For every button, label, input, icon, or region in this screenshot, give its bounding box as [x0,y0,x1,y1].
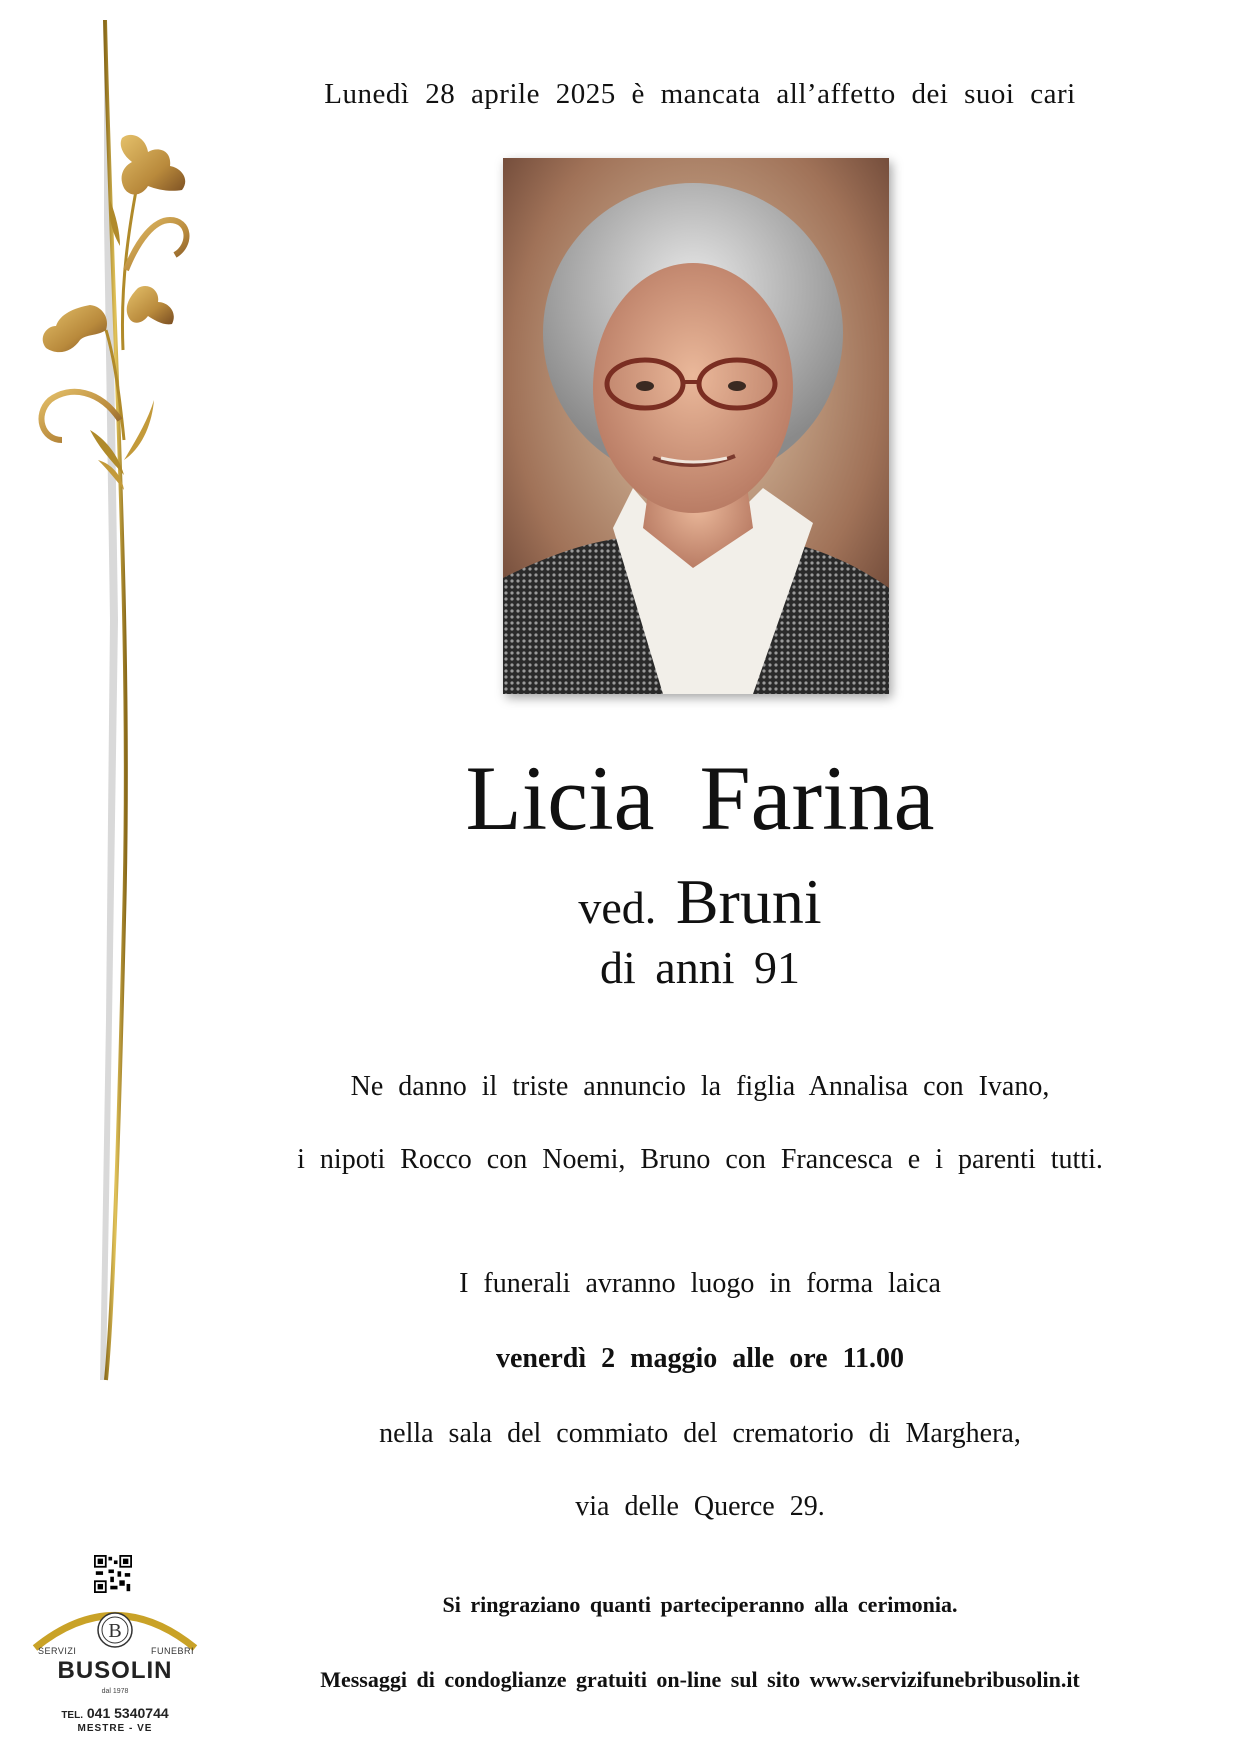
deceased-name: Licia Farina [465,747,935,849]
funeral-line-1: I funerali avranno luogo in forma laica [459,1268,941,1299]
logo-right-label: FUNEBRI [150,1646,194,1656]
widow-line [240,864,1160,941]
logo-since: dal 1978 [101,1688,129,1695]
logo-city: MESTRE - VE [77,1723,153,1734]
deceased-portrait-photo [503,158,889,694]
announcement-line-2: i nipoti Rocco con Noemi, Bruno con Francesca e i parenti tutti. [297,1144,1103,1175]
logo-subtitle [38,1646,194,1656]
funeral-date-time: venerdì 2 maggio alle ore 11.00 [495,1343,905,1374]
logo-telephone[interactable] [30,1705,200,1721]
funeral-address: via delle Querce 29. [575,1491,825,1522]
age-line: di anni 91 [600,942,800,993]
tel-label: TEL. [61,1710,83,1721]
thanks-line: Si ringraziano quanti parteciperanno alla cerimonia. [442,1592,958,1617]
condolence-messages-line[interactable]: Messaggi di condoglianze gratuiti on-line sul sito www.servizifunebribusolin.it [320,1667,1080,1692]
logo-initial: B [108,1620,122,1642]
funeral-location: nella sala del commiato del crematorio di Marghera, [379,1418,1021,1449]
floral-stem-decoration [20,20,220,1560]
logo-left-label: SERVIZI [38,1646,77,1656]
widow-prefix: ved. [578,882,657,933]
tel-number: 041 5340744 [86,1705,169,1721]
logo-company-name: BUSOLIN [57,1657,173,1684]
qr-code-icon[interactable] [94,1555,132,1593]
married-surname: Bruni [675,866,822,937]
announcement-line-1: Ne danno il triste annuncio la figlia Annalisa con Ivano, [350,1071,1050,1102]
intro-line: Lunedì 28 aprile 2025 è mancata all’affetto dei suoi cari [324,78,1076,110]
